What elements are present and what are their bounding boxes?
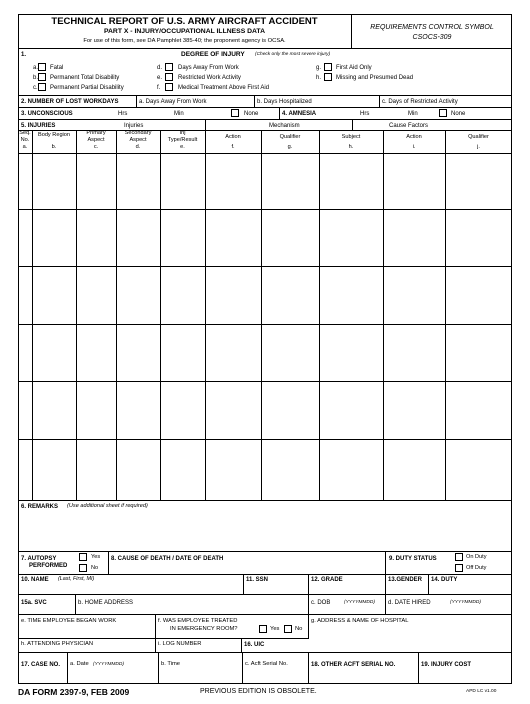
divider — [155, 614, 156, 638]
degree-letter-h: h. — [316, 75, 322, 81]
degree-letter-b: b. — [33, 75, 39, 81]
degree-ptd-checkbox[interactable] — [38, 73, 46, 81]
svc-label[interactable]: 15a. SVC — [21, 600, 47, 606]
table-row[interactable] — [18, 153, 512, 210]
days-away-field[interactable]: a. Days Away From Work — [139, 99, 207, 105]
col-injtype-l2: Type/Result — [167, 137, 198, 143]
degree-title: DEGREE OF INJURY — [181, 51, 245, 58]
off-duty-checkbox[interactable] — [455, 564, 463, 572]
degree-days-away-checkbox[interactable] — [165, 63, 173, 71]
log-number-label[interactable]: i. LOG NUMBER — [158, 641, 202, 647]
form-part: PART X - INJURY/OCCUPATIONAL ILLNESS DATA — [104, 28, 265, 35]
divider — [308, 614, 309, 638]
case-date-format: (YYYYMMDD) — [93, 662, 124, 667]
col-cause-qualifier-l3: j. — [477, 144, 480, 150]
autopsy-yes-checkbox[interactable] — [79, 553, 87, 561]
use-note: For use of this form, see DA Pamphlet 385-40; the proponent agency is OCSA. — [83, 38, 286, 44]
cause-of-death-label[interactable]: 8. CAUSE OF DEATH / DATE OF DEATH — [111, 556, 224, 562]
injuries-label: 5. INJURIES — [21, 123, 56, 129]
autopsy-no-label: No — [91, 565, 99, 571]
divider — [18, 638, 309, 639]
col-secondary-l3: d. — [135, 144, 141, 150]
off-duty-label: Off Duty — [466, 565, 487, 571]
autopsy-yes-label: Yes — [91, 554, 101, 560]
degree-first-aid-checkbox[interactable] — [324, 63, 332, 71]
degree-letter-c: c. — [33, 85, 38, 91]
amnesia-none-label: None — [451, 111, 466, 117]
form-number: DA FORM 2397-9, FEB 2009 — [18, 687, 130, 697]
days-hospitalized-field[interactable]: b. Days Hospitalized — [257, 99, 312, 105]
unconscious-hrs[interactable]: Hrs — [118, 111, 128, 117]
divider — [108, 551, 109, 574]
duty-label[interactable]: 14. DUTY — [431, 577, 458, 583]
grade-label[interactable]: 12. GRADE — [311, 577, 343, 583]
col-seq-l2: No. — [20, 137, 30, 143]
unconscious-label: 3. UNCONSCIOUS — [21, 111, 73, 117]
treated-label-2: IN EMERGENCY ROOM? — [170, 626, 238, 632]
treated-label: f. WAS EMPLOYEE TREATED — [158, 618, 238, 624]
col-primary-l2: Aspect — [87, 137, 105, 143]
col-body-l1: Body Region — [37, 132, 71, 138]
degree-restricted-label: Restricted Work Activity — [178, 75, 241, 81]
col-mech-qualifier-l1: Qualifier — [279, 134, 301, 140]
er-no-label: No — [295, 626, 303, 632]
hospital-label[interactable]: g. ADDRESS & NAME OF HOSPITAL — [311, 618, 409, 624]
col-cause-action-l1: Action — [406, 134, 422, 140]
dob-label[interactable]: c. DOB — [311, 600, 331, 606]
case-no-label[interactable]: 17. CASE NO. — [21, 662, 61, 668]
injuries-group-label: Injuries — [124, 123, 144, 129]
on-duty-label: On Duty — [466, 554, 487, 560]
ssn-label[interactable]: 11. SSN — [246, 577, 269, 583]
duty-status-label: 9. DUTY STATUS — [389, 556, 437, 562]
acft-serial-label[interactable]: c. Acft Serial No. — [245, 661, 288, 667]
autopsy-label-2: PERFORMED — [29, 563, 68, 569]
amnesia-min[interactable]: Min — [408, 111, 418, 117]
divider — [428, 574, 429, 594]
degree-letter-e: e. — [157, 75, 163, 81]
col-primary-l1: Primary — [86, 130, 106, 136]
amnesia-none-checkbox[interactable] — [439, 109, 447, 117]
divider — [155, 638, 156, 652]
case-time-label[interactable]: b. Time — [161, 661, 181, 667]
amnesia-hrs[interactable]: Hrs — [360, 111, 370, 117]
divider — [75, 594, 76, 614]
divider — [308, 594, 309, 614]
col-secondary-l1: Secondary — [124, 130, 152, 136]
uic-label[interactable]: 16. UIC — [244, 642, 265, 648]
col-subject-l3: h. — [348, 144, 354, 150]
table-row[interactable] — [18, 440, 512, 500]
date-hired-format: (YYYYMMDD) — [450, 600, 481, 605]
other-acft-serial-label[interactable]: 18. OTHER ACFT SERIAL NO. — [311, 662, 396, 668]
divider — [18, 119, 512, 120]
degree-missing-label: Missing and Presumed Dead — [336, 75, 414, 81]
divider — [67, 652, 68, 684]
divider — [18, 107, 512, 108]
divider — [18, 614, 512, 615]
divider — [241, 638, 242, 652]
gender-label[interactable]: 13.GENDER — [388, 577, 423, 583]
table-row[interactable] — [18, 325, 512, 382]
col-cause-qualifier-l1: Qualifier — [468, 134, 489, 140]
col-injtype-l1: Inj — [179, 130, 186, 136]
on-duty-checkbox[interactable] — [455, 553, 463, 561]
injury-cost-label[interactable]: 19. INJURY COST — [421, 662, 472, 668]
divider — [418, 652, 419, 684]
degree-num: 1. — [21, 52, 27, 58]
degree-fatal-checkbox[interactable] — [38, 63, 46, 71]
date-hired-label[interactable]: d. DATE HIRED — [388, 600, 431, 606]
divider — [279, 107, 280, 119]
form-title: TECHNICAL REPORT OF U.S. ARMY AIRCRAFT ACCIDENT — [51, 16, 318, 27]
divider — [385, 574, 386, 594]
remarks-note: (Use additional sheet if required) — [67, 503, 148, 509]
col-mech-action-l1: Action — [225, 134, 241, 140]
mechanism-group-label: Mechanism — [269, 123, 300, 129]
degree-fatal-label: Fatal — [50, 65, 64, 71]
divider — [18, 594, 512, 595]
col-seq-l3: a. — [22, 144, 28, 150]
autopsy-no-checkbox[interactable] — [79, 564, 87, 572]
rcs-symbol: CSOCS-309 — [412, 34, 452, 41]
degree-days-away-label: Days Away From Work — [178, 65, 239, 71]
amnesia-label: 4. AMNESIA — [282, 111, 317, 117]
header-divider — [351, 14, 352, 48]
degree-letter-g: g. — [316, 65, 322, 71]
unconscious-none-checkbox[interactable] — [231, 109, 239, 117]
col-mech-qualifier-l3: g. — [287, 144, 293, 150]
table-row[interactable] — [18, 267, 512, 325]
divider — [352, 119, 353, 130]
degree-medical-checkbox[interactable] — [165, 83, 173, 91]
remarks-field[interactable] — [19, 512, 511, 550]
divider — [385, 594, 386, 614]
remarks-label: 6. REMARKS — [21, 504, 59, 510]
divider — [18, 95, 512, 96]
col-seq-l1: Seq. — [19, 130, 31, 136]
degree-letter-a: a. — [33, 65, 39, 71]
degree-note: (Check only the most severe injury) — [255, 52, 331, 57]
physician-label[interactable]: h. ATTENDING PHYSICIAN — [21, 641, 94, 647]
er-yes-label: Yes — [270, 626, 280, 632]
home-address-label[interactable]: b. HOME ADDRESS — [78, 600, 134, 606]
degree-first-aid-label: First Aid Only — [336, 65, 372, 71]
cause-factors-group-label: Cause Factors — [389, 123, 429, 129]
col-injtype-l3: e. — [180, 144, 185, 150]
divider — [254, 95, 255, 107]
rcs-label: REQUIREMENTS CONTROL SYMBOL — [370, 24, 494, 31]
col-cause-action-l3: i. — [412, 144, 416, 150]
col-body-l3: b. — [51, 144, 57, 150]
table-row[interactable] — [18, 210, 512, 267]
er-no-checkbox[interactable] — [284, 625, 292, 633]
degree-ptd-label: Permanent Total Disability — [50, 75, 120, 81]
divider — [18, 652, 512, 653]
obsolete-note: PREVIOUS EDITION IS OBSOLETE. — [200, 688, 317, 695]
divider — [18, 551, 512, 552]
divider — [205, 119, 206, 130]
divider — [18, 500, 512, 501]
col-secondary-l2: Aspect — [129, 137, 147, 143]
degree-letter-d: d. — [157, 65, 163, 71]
col-subject-l1: Subject — [341, 134, 361, 140]
table-row[interactable] — [18, 382, 512, 440]
col-mech-action-l3: f. — [231, 144, 235, 150]
divider — [158, 652, 159, 684]
divider — [136, 95, 137, 107]
divider — [308, 652, 309, 684]
degree-medical-label: Medical Treatment Above First Aid — [178, 85, 270, 91]
degree-missing-checkbox[interactable] — [324, 73, 332, 81]
days-restricted-field[interactable]: c. Days of Restricted Activity — [382, 99, 458, 105]
divider — [385, 551, 386, 574]
divider — [379, 95, 380, 107]
autopsy-label: 7. AUTOPSY — [21, 556, 57, 562]
degree-ppd-checkbox[interactable] — [38, 83, 46, 91]
divider — [243, 574, 244, 594]
divider — [242, 652, 243, 684]
lost-workdays-label: 2. NUMBER OF LOST WORKDAYS — [21, 99, 119, 105]
time-began-label[interactable]: e. TIME EMPLOYEE BEGAN WORK — [21, 618, 117, 624]
er-yes-checkbox[interactable] — [259, 625, 267, 633]
dob-format: (YYYYMMDD) — [344, 600, 375, 605]
degree-letter-f: f. — [157, 85, 161, 91]
divider — [18, 574, 512, 575]
name-label[interactable]: 10. NAME — [21, 577, 49, 583]
version-label: APD LC v1.00 — [466, 689, 497, 694]
unconscious-none-label: None — [244, 111, 259, 117]
divider — [18, 48, 512, 49]
unconscious-min[interactable]: Min — [174, 111, 184, 117]
name-note: (Last, First, MI) — [58, 576, 95, 582]
col-primary-l3: c. — [93, 144, 99, 150]
degree-restricted-checkbox[interactable] — [165, 73, 173, 81]
case-date-label[interactable]: a. Date — [70, 661, 89, 667]
divider — [308, 574, 309, 594]
degree-ppd-label: Permanent Partial Disability — [50, 85, 124, 91]
